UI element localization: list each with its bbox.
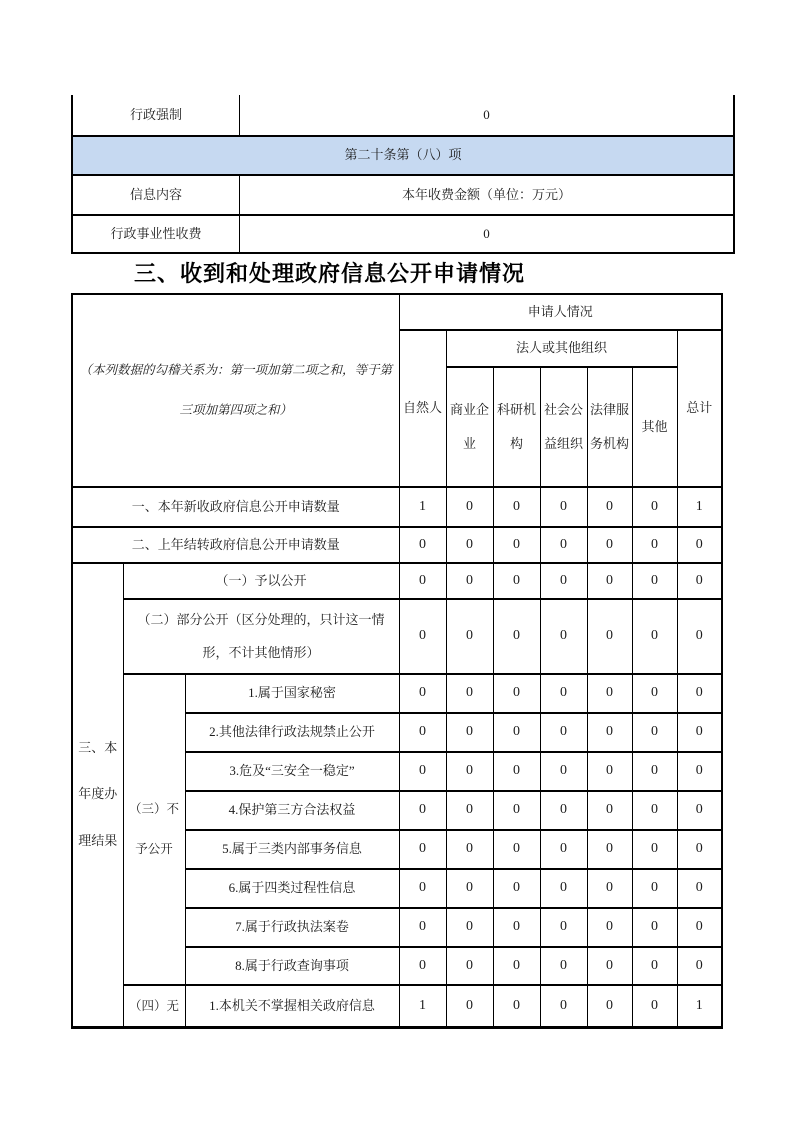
count-cell: 0	[632, 947, 677, 985]
count-cell: 0	[446, 599, 493, 674]
group-label-none: （四）无	[123, 985, 185, 1028]
header-legal-org: 法人或其他组织	[446, 330, 677, 367]
table-row	[72, 563, 722, 599]
count-cell: 0	[446, 487, 493, 527]
row-label: 8.属于行政查询事项	[185, 947, 399, 985]
row-label: 二、上年结转政府信息公开申请数量	[72, 527, 399, 563]
count-cell: 0	[446, 527, 493, 563]
row-label: 7.属于行政执法案卷	[185, 908, 399, 947]
count-cell: 0	[632, 674, 677, 713]
header-org-col: 其他	[632, 367, 677, 487]
count-cell: 0	[493, 869, 540, 908]
count-cell: 0	[493, 674, 540, 713]
header-org-col: 法律服务机构	[587, 367, 632, 487]
count-cell: 0	[587, 947, 632, 985]
table-row	[72, 527, 722, 563]
count-cell: 0	[399, 527, 446, 563]
count-cell: 0	[446, 908, 493, 947]
table-row	[72, 674, 722, 713]
count-cell: 0	[493, 908, 540, 947]
fee-row-label: 行政强制	[72, 95, 240, 136]
row-label: 1.本机关不掌握相关政府信息	[185, 985, 399, 1028]
count-cell: 0	[677, 713, 722, 752]
count-cell: 0	[540, 527, 587, 563]
table-row	[72, 95, 734, 136]
count-cell: 0	[677, 791, 722, 830]
count-cell: 0	[399, 713, 446, 752]
count-cell: 0	[446, 713, 493, 752]
table-row	[72, 215, 734, 253]
count-cell: 0	[587, 908, 632, 947]
header-org-col: 社会公益组织	[540, 367, 587, 487]
header-applicant: 申请人情况	[399, 294, 722, 330]
count-cell: 0	[587, 830, 632, 869]
reconciliation-note: （本列数据的勾稽关系为：第一项加第二项之和，等于第三项加第四项之和）	[72, 294, 399, 487]
request-table	[71, 293, 723, 1029]
header-total: 总计	[677, 330, 722, 487]
count-cell: 0	[399, 752, 446, 791]
row-label: （一）予以公开	[123, 563, 399, 599]
count-cell: 0	[540, 599, 587, 674]
count-cell: 0	[399, 563, 446, 599]
count-cell: 0	[446, 830, 493, 869]
count-cell: 0	[399, 599, 446, 674]
count-cell: 0	[632, 487, 677, 527]
header-org-col: 科研机构	[493, 367, 540, 487]
count-cell: 0	[540, 674, 587, 713]
count-cell: 0	[632, 830, 677, 869]
table-row	[72, 136, 734, 175]
count-cell: 0	[399, 830, 446, 869]
count-cell: 0	[677, 599, 722, 674]
row-label: 6.属于四类过程性信息	[185, 869, 399, 908]
table-row	[72, 599, 722, 674]
count-cell: 0	[540, 830, 587, 869]
count-cell: 0	[677, 908, 722, 947]
table-row	[72, 985, 722, 1028]
count-cell: 0	[540, 487, 587, 527]
count-cell: 0	[587, 869, 632, 908]
row-label: 2.其他法律行政法规禁止公开	[185, 713, 399, 752]
row-label: 一、本年新收政府信息公开申请数量	[72, 487, 399, 527]
count-cell: 0	[446, 791, 493, 830]
section-band: 第二十条第（八）项	[72, 136, 734, 175]
count-cell: 0	[587, 674, 632, 713]
count-cell: 0	[632, 908, 677, 947]
count-cell: 0	[399, 908, 446, 947]
count-cell: 0	[493, 830, 540, 869]
fee-row-value: 0	[240, 215, 735, 253]
count-cell: 0	[632, 599, 677, 674]
group-label-refuse: （三）不予公开	[123, 674, 185, 985]
header-org-col: 商业企业	[446, 367, 493, 487]
fee-row-label: 信息内容	[72, 175, 240, 215]
count-cell: 0	[587, 527, 632, 563]
count-cell: 0	[587, 563, 632, 599]
count-cell: 0	[399, 947, 446, 985]
count-cell: 0	[493, 947, 540, 985]
count-cell: 0	[493, 487, 540, 527]
count-cell: 0	[587, 487, 632, 527]
count-cell: 0	[587, 791, 632, 830]
count-cell: 0	[540, 713, 587, 752]
count-cell: 0	[540, 563, 587, 599]
count-cell: 0	[493, 791, 540, 830]
count-cell: 0	[632, 713, 677, 752]
count-cell: 0	[540, 985, 587, 1028]
section-title: 三、收到和处理政府信息公开申请情况	[134, 261, 526, 286]
row-label: 5.属于三类内部事务信息	[185, 830, 399, 869]
count-cell: 0	[677, 563, 722, 599]
header-natural-person: 自然人	[399, 330, 446, 487]
count-cell: 1	[677, 487, 722, 527]
row-label: 1.属于国家秘密	[185, 674, 399, 713]
count-cell: 0	[493, 527, 540, 563]
count-cell: 0	[677, 752, 722, 791]
count-cell: 0	[677, 830, 722, 869]
count-cell: 0	[446, 985, 493, 1028]
table-row	[72, 175, 734, 215]
count-cell: 0	[540, 752, 587, 791]
count-cell: 0	[446, 752, 493, 791]
row-label: （二）部分公开（区分处理的，只计这一情形，不计其他情形）	[123, 599, 399, 674]
count-cell: 0	[632, 869, 677, 908]
count-cell: 0	[493, 752, 540, 791]
count-cell: 0	[587, 599, 632, 674]
count-cell: 0	[587, 752, 632, 791]
count-cell: 1	[677, 985, 722, 1028]
count-cell: 0	[587, 713, 632, 752]
count-cell: 0	[632, 985, 677, 1028]
count-cell: 0	[540, 869, 587, 908]
count-cell: 0	[677, 869, 722, 908]
fee-table	[71, 95, 735, 254]
fee-row-label: 行政事业性收费	[72, 215, 240, 253]
count-cell: 0	[446, 869, 493, 908]
count-cell: 0	[493, 563, 540, 599]
count-cell: 0	[399, 791, 446, 830]
group-label-year-results: 三、本年度办理结果	[72, 563, 123, 1028]
count-cell: 0	[677, 947, 722, 985]
count-cell: 0	[632, 563, 677, 599]
count-cell: 0	[540, 908, 587, 947]
fee-row-value: 0	[240, 95, 735, 136]
count-cell: 0	[677, 674, 722, 713]
fee-row-value: 本年收费金额（单位：万元）	[240, 175, 735, 215]
count-cell: 0	[446, 674, 493, 713]
count-cell: 0	[587, 985, 632, 1028]
count-cell: 0	[632, 527, 677, 563]
count-cell: 0	[632, 752, 677, 791]
count-cell: 0	[399, 869, 446, 908]
count-cell: 0	[493, 985, 540, 1028]
count-cell: 0	[540, 947, 587, 985]
row-label: 3.危及“三安全一稳定”	[185, 752, 399, 791]
count-cell: 0	[632, 791, 677, 830]
count-cell: 1	[399, 985, 446, 1028]
row-label: 4.保护第三方合法权益	[185, 791, 399, 830]
count-cell: 0	[493, 713, 540, 752]
count-cell: 0	[677, 527, 722, 563]
table-header-row	[72, 294, 722, 330]
count-cell: 0	[399, 674, 446, 713]
count-cell: 0	[446, 563, 493, 599]
count-cell: 1	[399, 487, 446, 527]
count-cell: 0	[540, 791, 587, 830]
count-cell: 0	[493, 599, 540, 674]
count-cell: 0	[446, 947, 493, 985]
table-row	[72, 487, 722, 527]
